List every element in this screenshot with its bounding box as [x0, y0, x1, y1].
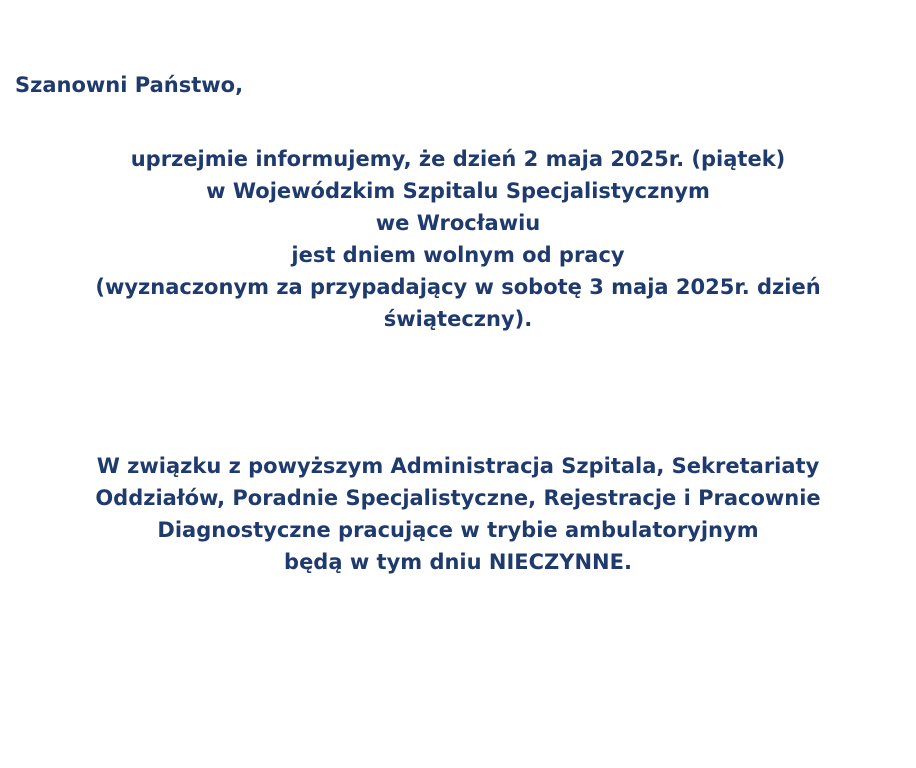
paragraph-line: jest dniem wolnym od pracy: [291, 243, 625, 267]
paragraph-line: uprzejmie informujemy, że dzień 2 maja 2025r. (piątek): [130, 147, 786, 171]
paragraph-line: (wyznaczonym za przypadający w sobotę 3 maja 2025r. dzień: [95, 275, 821, 299]
paragraph-line: Oddziałów, Poradnie Specjalistyczne, Rejestracje i Pracownie: [95, 486, 821, 510]
paragraph-line: Diagnostyczne pracujące w trybie ambulatoryjnym: [157, 518, 759, 542]
paragraph-line: świąteczny).: [383, 307, 533, 331]
holiday-announcement-paragraph: [0, 143, 916, 335]
paragraph-line: W związku z powyższym Administracja Szpitala, Sekretariaty: [96, 454, 820, 478]
paragraph-line: będą w tym dniu NIECZYNNE.: [284, 550, 632, 574]
closure-announcement-paragraph: [0, 450, 916, 578]
paragraph-line: w Wojewódzkim Szpitalu Specjalistycznym: [206, 179, 710, 203]
greeting: Szanowni Państwo,: [15, 73, 244, 97]
paragraph-line: we Wrocławiu: [375, 211, 541, 235]
